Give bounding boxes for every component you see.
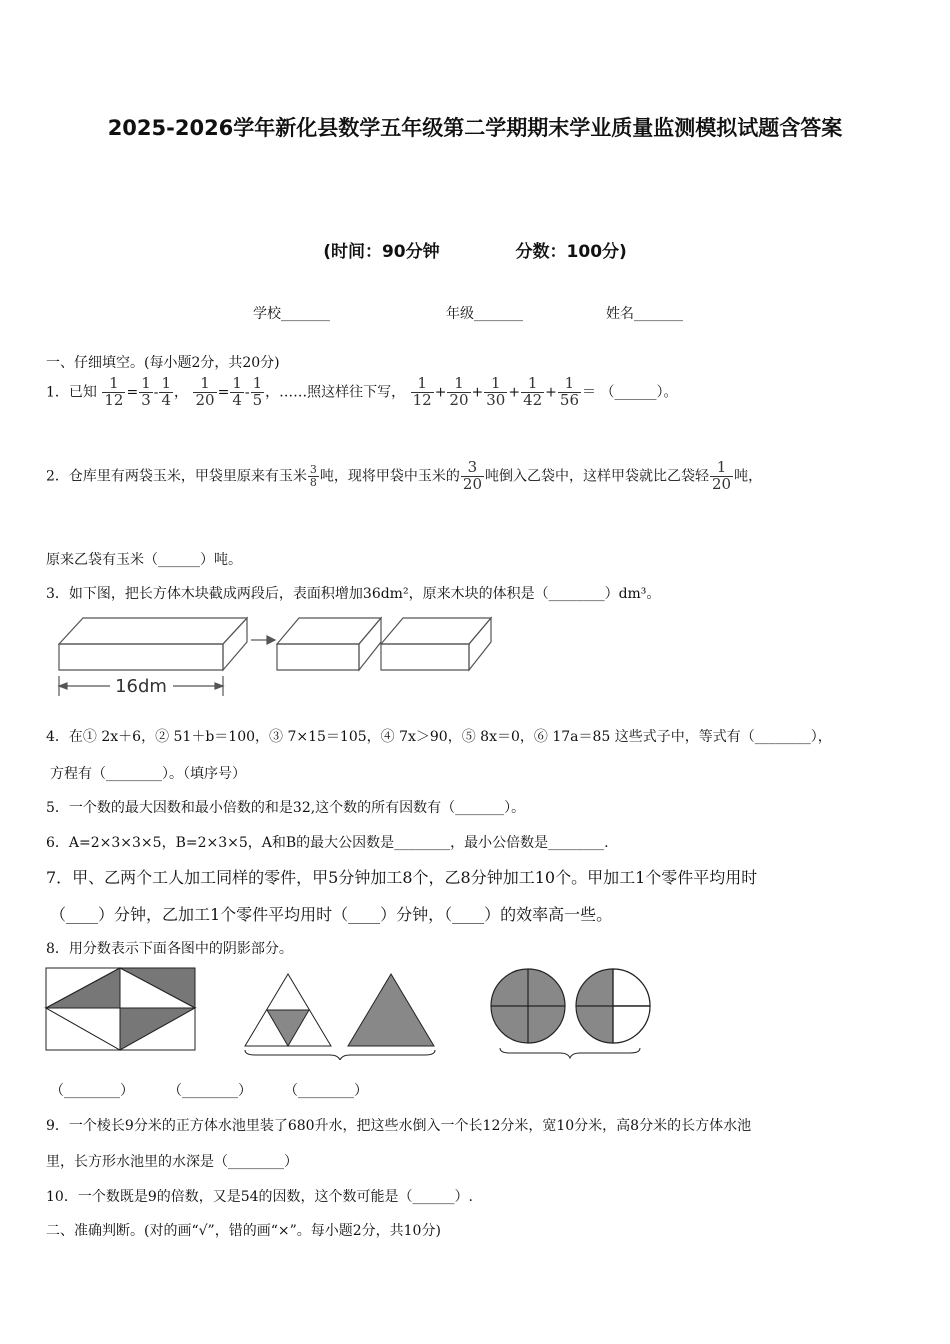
question-7: 7．甲、乙两个工人加工同样的零件，甲5分钟加工8个，乙8分钟加工10个。甲加工1个零件平均用时	[46, 868, 758, 887]
q1-mid: ，……照这样往下写，	[265, 384, 406, 401]
school-field: 学校_______	[253, 306, 330, 322]
cuboid-figure	[55, 612, 495, 702]
question-5: 5．一个数的最大因数和最小倍数的和是32,这个数的所有因数有（_______）。	[46, 800, 526, 816]
fraction: $\frac{1}{56}$	[559, 374, 579, 409]
question-3: 3．如下图，把长方体木块截成两段后，表面积增加36dm²，原来木块的体积是（________）dm³。	[46, 586, 661, 602]
question-9: 9．一个棱长9分米的正方体水池里装了680升水，把这些水倒入一个长12分米，宽10分米，高8分米的长方体水池	[46, 1118, 752, 1134]
fraction: $\frac{3}{8}$	[309, 463, 317, 489]
question-8: 8．用分数表示下面各图中的阴影部分。	[46, 941, 293, 957]
score-info: 分数：100分)	[515, 242, 627, 262]
rectangle-figure	[44, 966, 204, 1056]
section-1-heading: 一、仔细填空。(每小题2分，共20分)	[46, 355, 280, 371]
fraction: $\frac{1}{20}$	[449, 374, 469, 409]
q8-blank-3[interactable]: （________）	[284, 1083, 368, 1099]
question-9-line2: 里，长方形水池里的水深是（________）	[46, 1154, 298, 1170]
fraction: $\frac{1}{3}$	[141, 374, 151, 409]
fraction: $\frac{3}{20}$	[462, 458, 482, 493]
page-title: 2025-2026学年新化县数学五年级第二学期期末学业质量监测模拟试题含答案	[107, 116, 843, 140]
q2-text-c: 吨倒入乙袋中，这样甲袋就比乙袋轻	[485, 468, 709, 485]
q1-lead: 1．已知	[46, 384, 97, 401]
fraction: $\frac{1}{5}$	[252, 374, 263, 409]
question-2	[46, 460, 762, 493]
fraction: $\frac{1}{4}$	[232, 374, 242, 409]
brace	[500, 1048, 640, 1058]
fraction: $\frac{1}{12}$	[412, 374, 432, 409]
section-2-heading: 二、准确判断。(对的画“√”，错的画“×”。每小题2分，共10分)	[46, 1223, 441, 1239]
fraction: $\frac{1}{30}$	[486, 374, 506, 409]
question-1: 1．已知 $\frac{1}{12}$ = $\frac{1}{3}$ - $\frac{1}{4}$ ， $\frac{1}{20}$ = $\frac{1}{4}$ - $\frac{1}{5}$ ，……照这样往下写， $\frac{1}{12}$ + $\frac{1}{20}$ + $\frac{1}{30}$ + $\frac{1}{42}$ + $\frac{1}{56}$ ＝ （______）。	[46, 374, 678, 409]
circles-figure	[486, 964, 661, 1060]
question-7-line2: （____）分钟，乙加工1个零件平均用时（____）分钟，（____）的效率高一些。	[50, 905, 613, 924]
question-10: 10．一个数既是9的倍数，又是54的因数，这个数可能是（______）.	[46, 1189, 473, 1205]
fraction: $\frac{1}{12}$	[104, 374, 124, 409]
fraction: $\frac{1}{42}$	[523, 374, 543, 409]
fraction: $\frac{1}{4}$	[161, 374, 172, 409]
question-6: 6．A=2×3×3×5，B=2×3×5，A和B的最大公因数是________，最小公倍数是________.	[46, 835, 609, 851]
q2-answer-line[interactable]: 原来乙袋有玉米（______）吨。	[46, 552, 242, 568]
exam-meta	[0, 237, 950, 262]
time-info: (时间：90分钟	[323, 242, 440, 262]
triangles-figure	[240, 968, 440, 1060]
name-field: 姓名_______	[606, 306, 683, 322]
brace	[245, 1050, 435, 1060]
grade-field: 年级_______	[446, 306, 523, 322]
q2-text-a: 2．仓库里有两袋玉米，甲袋里原来有玉米	[46, 468, 307, 485]
question-4: 4．在① 2x＋6，② 51＋b＝100，③ 7×15＝105，④ 7x＞90，⑤ 8x＝0，⑥ 17a＝85 这些式子中，等式有（________），	[46, 729, 832, 745]
q8-blank-1[interactable]: （________）	[50, 1083, 134, 1099]
fraction: $\frac{1}{20}$	[712, 458, 732, 493]
dimension-label: 16dm	[115, 676, 167, 697]
q8-blank-2[interactable]: （________）	[168, 1083, 252, 1099]
q1-answer-blank[interactable]: （______）。	[600, 384, 678, 401]
q2-text-b: 吨，现将甲袋中玉米的	[319, 468, 460, 485]
fraction: $\frac{1}{20}$	[195, 374, 215, 409]
question-4-line2: 方程有（________）。（填序号）	[50, 766, 246, 782]
q2-text-d: 吨，	[734, 468, 763, 485]
